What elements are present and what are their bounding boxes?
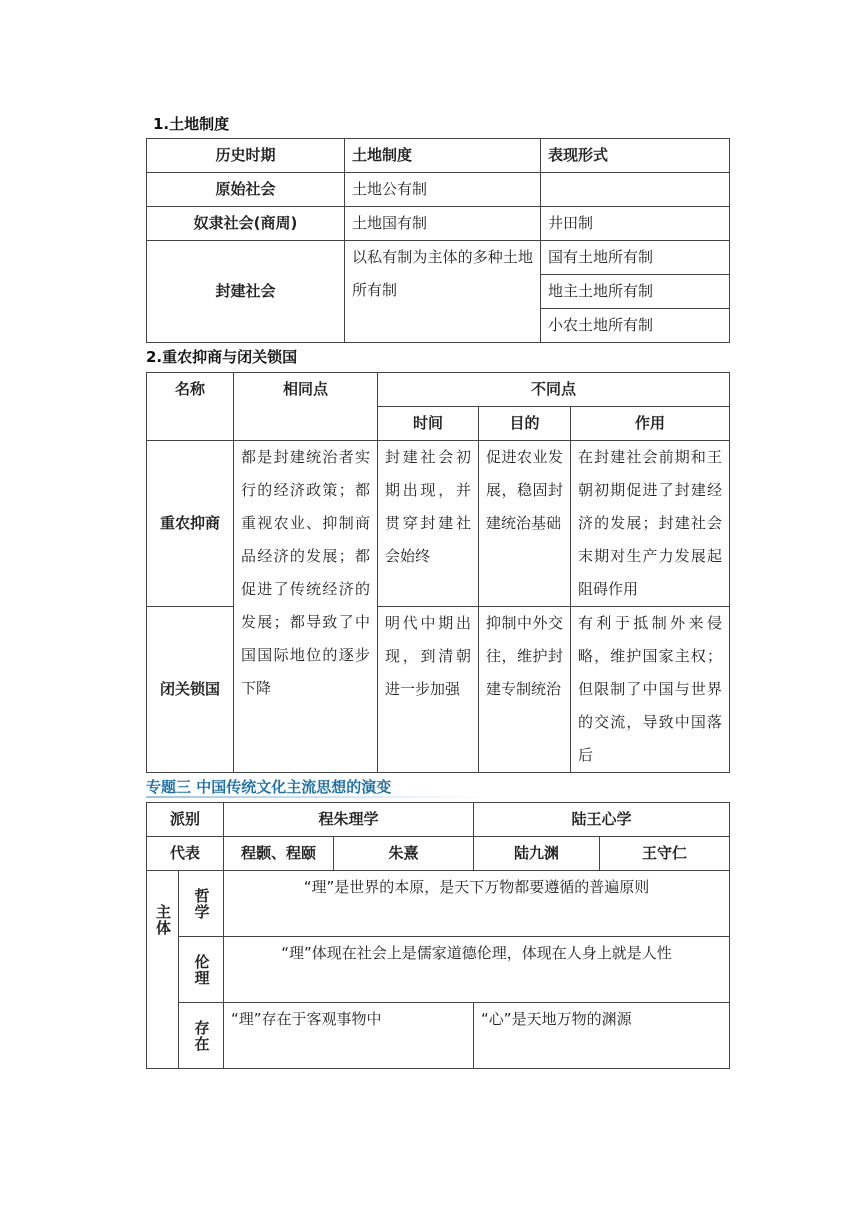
section2-title: 2.重农抑商与闭关锁国: [146, 348, 298, 366]
row-label-ethics: 伦理: [179, 937, 224, 1003]
form-cell: 国有土地所有制: [541, 241, 730, 275]
time-cell: 明代中期出现，到清朝进一步加强: [378, 607, 479, 773]
header-form: 表现形式: [541, 139, 730, 173]
system-cell: 土地公有制: [345, 173, 541, 207]
form-cell: 井田制: [541, 207, 730, 241]
rep-cell: 程颢、程颐: [224, 837, 334, 871]
header-diff: 不同点: [378, 373, 730, 407]
school-label: 派别: [147, 803, 224, 837]
purpose-cell: 抑制中外交往，维护封建专制统治: [479, 607, 571, 773]
policy-table: [146, 372, 730, 773]
title-underline: [146, 796, 486, 798]
system-cell: 土地国有制: [345, 207, 541, 241]
period-cell: 原始社会: [147, 173, 345, 207]
header-system: 土地制度: [345, 139, 541, 173]
time-cell: 封建社会初期出现，并贯穿封建社会始终: [378, 441, 479, 607]
section1-title: 1.土地制度: [153, 115, 230, 133]
existence-cheng-zhu: “理”存在于客观事物中: [224, 1003, 474, 1069]
header-purpose: 目的: [479, 407, 571, 441]
school-lu-wang: 陆王心学: [474, 803, 730, 837]
period-cell: 封建社会: [147, 241, 345, 343]
form-cell: 地主土地所有制: [541, 275, 730, 309]
policy-name: 重农抑商: [147, 441, 234, 607]
effect-cell: 有利于抵制外来侵略，维护国家主权；但限制了中国与世界的交流，导致中国落后: [571, 607, 730, 773]
ethics-text: “理”体现在社会上是儒家道德伦理，体现在人身上就是人性: [224, 937, 730, 1003]
header-period: 历史时期: [147, 139, 345, 173]
header-name: 名称: [147, 373, 234, 441]
system-cell: 以私有制为主体的多种土地所有制: [345, 241, 541, 343]
header-time: 时间: [378, 407, 479, 441]
row-label-existence: 存在: [179, 1003, 224, 1069]
header-effect: 作用: [571, 407, 730, 441]
policy-name: 闭关锁国: [147, 607, 234, 773]
purpose-cell: 促进农业发展，稳固封建统治基础: [479, 441, 571, 607]
land-system-table: [146, 138, 730, 343]
school-cheng-zhu: 程朱理学: [224, 803, 474, 837]
header-common: 相同点: [234, 373, 378, 441]
form-cell: [541, 173, 730, 207]
existence-lu-wang: “心”是天地万物的渊源: [474, 1003, 730, 1069]
main-label-text: 主体: [154, 904, 172, 936]
common-cell: 都是封建统治者实行的经济政策；都重视农业、抑制商品经济的发展；都促进了传统经济的发展；都导致了中国国际地位的逐步下降: [234, 441, 378, 773]
rep-cell: 王守仁: [600, 837, 730, 871]
rep-cell: 陆九渊: [474, 837, 600, 871]
rep-label: 代表: [147, 837, 224, 871]
effect-cell: 在封建社会前期和王朝初期促进了封建经济的发展；封建社会末期对生产力发展起阻碍作用: [571, 441, 730, 607]
rep-cell: 朱熹: [334, 837, 474, 871]
thought-table: [146, 802, 730, 1069]
section3-title: 专题三 中国传统文化主流思想的演变: [146, 778, 392, 796]
main-label: [147, 871, 179, 1069]
philosophy-text: “理”是世界的本原，是天下万物都要遵循的普遍原则: [224, 871, 730, 937]
period-cell: 奴隶社会(商周): [147, 207, 345, 241]
row-label-philosophy: 哲学: [179, 871, 224, 937]
form-cell: 小农土地所有制: [541, 309, 730, 343]
